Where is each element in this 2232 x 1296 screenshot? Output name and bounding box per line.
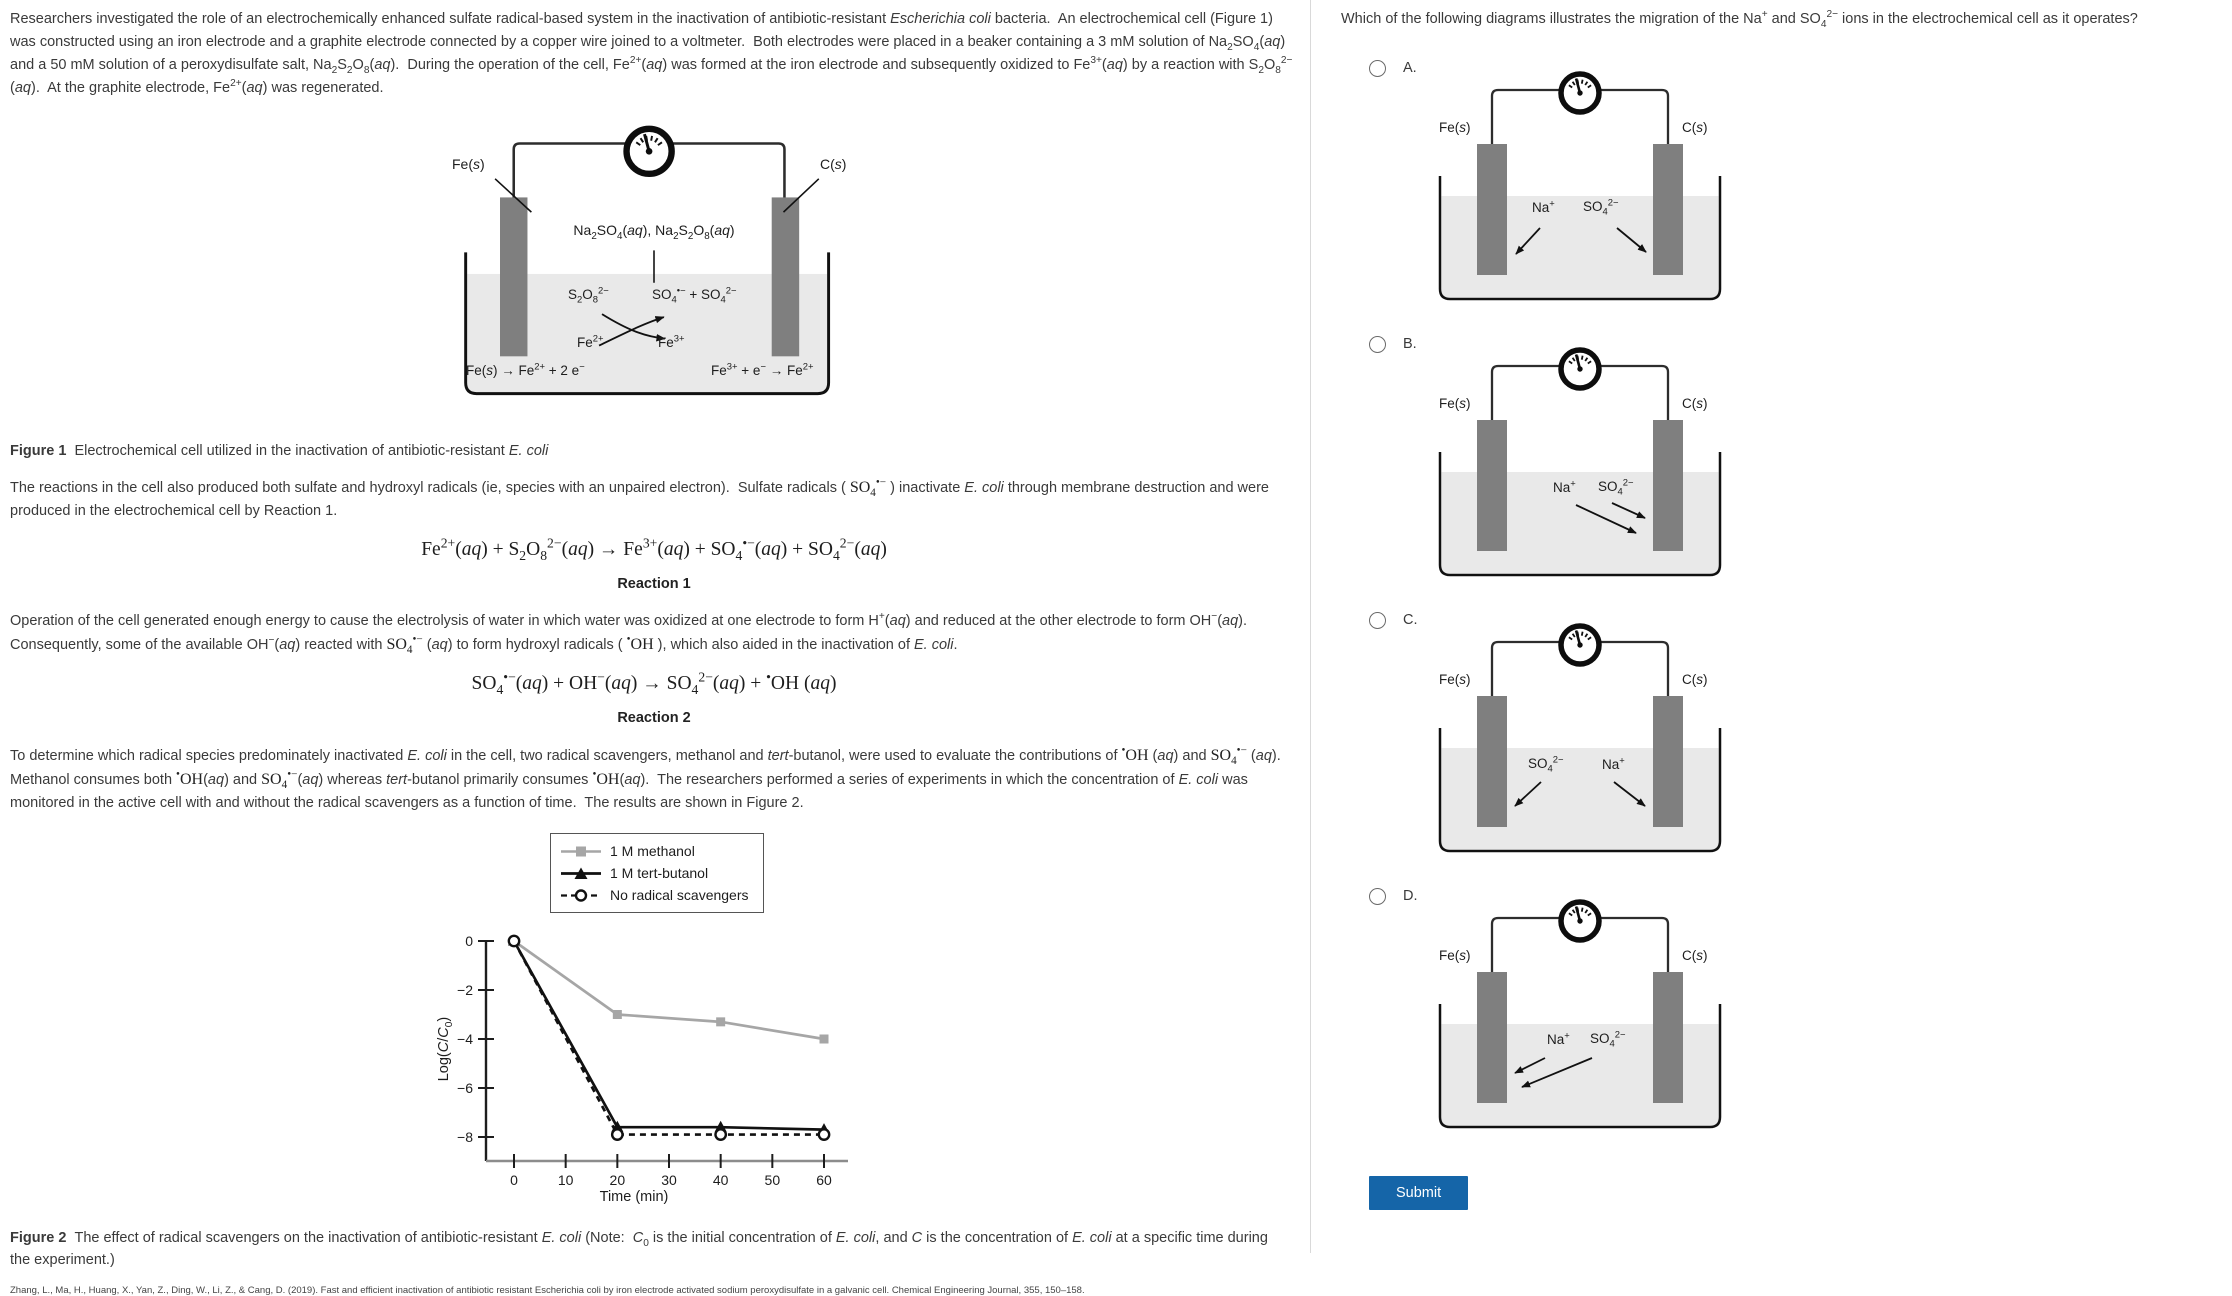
figure1-caption-text: Electrochemical cell utilized in the inactivation of antibiotic-resistant E. coli	[74, 443, 549, 459]
figure2-caption-text: The effect of radical scavengers on the inactivation of antibiotic-resistant E. coli (Note: $C_0$ is the initial concentration of E. coli, and C is the concentration of E. coli at a specific time during the experiment.)	[10, 1230, 1268, 1268]
legend-item-tert-butanol	[561, 862, 749, 884]
species-s2o8: $S_2O_8^{2-}$	[568, 285, 609, 306]
option-a-cell-svg	[1435, 58, 1725, 306]
figure2-chart	[424, 833, 884, 1215]
svg-text:40: 40	[712, 1172, 729, 1188]
passage-paragraph-2: The reactions in the cell also produced both sulfate and hydroxyl radicals (ie, species with an unpaired electron). Sulfate radicals ( $SO_4^{•-}$ ) inactivate E. coli through membrane destruction and were produced in the electrochemical cell by Reaction 1.	[10, 476, 1269, 519]
option-b-cell-svg	[1435, 334, 1725, 582]
answer-option-d	[1369, 886, 2222, 1134]
c-electrode-label: C(s)	[1682, 396, 1708, 411]
voltmeter-icon	[627, 129, 672, 174]
option-d-letter: D.	[1403, 888, 1418, 904]
anode-half-reaction: $Fe(s) \to Fe^{2+} + 2$ e−	[466, 361, 585, 378]
figure2-caption	[10, 1227, 1290, 1271]
svg-text:−2: −2	[457, 982, 473, 998]
graphite-electrode	[1653, 420, 1683, 551]
figure1-caption-label: Figure 1	[10, 443, 67, 459]
svg-text:−6: −6	[457, 1080, 473, 1096]
passage-paragraph-4: To determine which radical species predominately inactivated E. coli in the cell, two radical scavengers, methanol and tert-butanol, were used to evaluate the contributions of •OH (aq) and $SO_4^{•-}$ (aq). Methanol consumes both •OH(aq) and $SO_4^{•-}(aq)$ whereas tert-butanol primarily consumes •OH(aq). The researchers performed a series of experiments in which the concentration of E. coli was monitored in the active cell with and without the radical scavengers as a function of time. The results are shown in Figure 2.	[10, 744, 1285, 811]
fe-electrode-label: Fe(s)	[1439, 672, 1471, 687]
question-text: Which of the following diagrams illustrates the migration of the Na+ and $SO_4^{2-}$ ions in the electrochemical cell as it operates?	[1341, 9, 2138, 30]
option-a-diagram	[1435, 58, 1725, 306]
option-c-letter: C.	[1403, 612, 1418, 628]
option-c-diagram	[1435, 610, 1725, 858]
source-citation: Zhang, L., Ma, H., Huang, X., Yan, Z., Ding, W., Li, Z., & Cang, D. (2019). Fast and efficient inactivation of antibiotic resistant Escherichia coli by iron electrode activated sodium peroxydisulfate in a galvanic cell. Chemical Engineering Journal, 355, 150–158.	[10, 1285, 1085, 1296]
iron-electrode	[1477, 420, 1507, 551]
option-b-radio[interactable]	[1369, 336, 1386, 353]
species-so4-products: $SO_4^{•-} + SO_4^{2-}$	[652, 285, 737, 306]
svg-text:20: 20	[609, 1172, 626, 1188]
c-electrode-label: C(s)	[1682, 948, 1708, 963]
graphite-electrode	[1653, 696, 1683, 827]
question-column	[1311, 0, 2232, 1253]
graphite-electrode	[1653, 144, 1683, 275]
ion-label-left: Na+	[1532, 198, 1555, 215]
option-c-radio[interactable]	[1369, 612, 1386, 629]
reaction1-label: Reaction 1	[617, 576, 691, 592]
voltmeter-icon	[1561, 626, 1599, 664]
solution-label: $Na_2SO_4(aq)$, $Na_2S_2O_8(aq)$	[573, 222, 735, 242]
option-c-cell-svg	[1435, 610, 1725, 858]
legend-marker-triangle	[561, 867, 601, 880]
reaction2-equation: $SO_4^{•-}(aq) + OH^-(aq) \to SO_4^{2-}(aq) + ^•OH$ (aq)	[471, 669, 837, 697]
reaction2-label: Reaction 2	[617, 710, 691, 726]
y-axis-label: $Log(C/C_0)$	[436, 1016, 455, 1082]
c-electrode-label: C(s)	[1682, 120, 1708, 135]
ion-label-right: Na+	[1602, 755, 1625, 772]
voltmeter-icon	[1561, 350, 1599, 388]
ion-label-left: Na+	[1547, 1030, 1570, 1047]
legend-label: 1 M methanol	[610, 843, 695, 859]
passage-paragraph-3: Operation of the cell generated enough energy to cause the electrolysis of water in which water was oxidized at one electrode to form H+(aq) and reduced at the other electrode to form OH−(aq). Consequently, some of the available OH−(aq) reacted with $SO_4^{•-}$ (aq) to form hydroxyl radicals ( •OH ), which also aided in the inactivation of E. coli.	[10, 611, 1252, 657]
graphite-electrode	[1653, 972, 1683, 1103]
c-electrode-label: C(s)	[1682, 672, 1708, 687]
option-d-cell-svg	[1435, 886, 1725, 1134]
fe-electrode-label: Fe(s)	[1439, 948, 1471, 963]
legend-label: No radical scavengers	[610, 887, 749, 903]
passage-paragraph-1: Researchers investigated the role of an electrochemically enhanced sulfate radical-based system in the inactivation of antibiotic-resistant Escherichia coli bacteria. An electrochemical cell (Figure 1) was constructed using an iron electrode and a graphite electrode connected by a copper wire joined to a voltmeter. Both electrodes were placed in a beaker containing a 3 mM solution of $Na_2SO_4(aq)$ and a 50 mM solution of a peroxydisulfate salt, $Na_2S_2O_8(aq)$. During the operation of the cell, $Fe^{2+}(aq)$ was formed at the iron electrode and subsequently oxidized to $Fe^{3+}(aq)$ by a reaction with $S_2O_8^{2-}(aq)$. At the graphite electrode, $Fe^{2+}(aq)$ was regenerated.	[10, 11, 1293, 96]
x-axis-label: Time (min)	[599, 1189, 669, 1205]
figure1-caption	[10, 440, 1298, 462]
option-a-radio[interactable]	[1369, 60, 1386, 77]
svg-text:50: 50	[764, 1172, 781, 1188]
svg-text:30: 30	[661, 1172, 677, 1188]
option-b-diagram	[1435, 334, 1725, 582]
svg-text:0: 0	[510, 1172, 518, 1188]
legend-marker-circle	[561, 889, 601, 902]
c-electrode-label: C(s)	[820, 156, 847, 172]
ion-label-left: Na+	[1553, 478, 1576, 495]
option-b-letter: B.	[1403, 336, 1417, 352]
legend-item-methanol	[561, 840, 749, 862]
fe-electrode-label: Fe(s)	[452, 156, 485, 172]
answer-option-b	[1369, 334, 2222, 582]
species-fe3: $Fe^{3+}$	[658, 333, 685, 350]
ion-label-right: $SO_4^{2-}$	[1598, 477, 1634, 498]
svg-text:60: 60	[816, 1172, 832, 1188]
option-d-diagram	[1435, 886, 1725, 1134]
svg-text:−8: −8	[457, 1129, 473, 1145]
voltmeter-icon	[1561, 74, 1599, 112]
voltmeter-icon	[1561, 902, 1599, 940]
svg-text:10: 10	[557, 1172, 574, 1188]
answer-option-c	[1369, 610, 2222, 858]
iron-electrode	[1477, 696, 1507, 827]
ion-label-left: $SO_4^{2-}$	[1528, 754, 1564, 775]
fe-electrode-label: Fe(s)	[1439, 396, 1471, 411]
legend-label: 1 M tert-butanol	[610, 865, 709, 881]
cathode-half-reaction: $Fe^{3+} + e^- \to Fe^{2+}$	[711, 361, 814, 378]
reaction1-equation: $Fe^{2+}(aq) + S_2O_8^{2-}(aq) \to Fe^{3+}(aq) + SO_4^{•-}(aq) + SO_4^{2-}(aq)$	[421, 535, 887, 563]
answer-option-a	[1369, 58, 2222, 306]
svg-text:0: 0	[465, 933, 473, 949]
svg-text:−4: −4	[457, 1031, 473, 1047]
species-fe2: $Fe^{2+}$	[577, 333, 604, 350]
ion-label-right: $SO_4^{2-}$	[1583, 197, 1619, 218]
figure2-plot-svg	[444, 917, 864, 1207]
figure2-caption-label: Figure 2	[10, 1230, 67, 1246]
figure1-diagram	[434, 116, 874, 424]
figure2-plot-area	[424, 917, 884, 1215]
iron-electrode	[1477, 144, 1507, 275]
option-d-radio[interactable]	[1369, 888, 1386, 905]
legend-item-no-scavengers	[561, 884, 749, 906]
iron-electrode	[1477, 972, 1507, 1103]
chart-legend	[550, 833, 764, 913]
submit-button[interactable]: Submit	[1369, 1176, 1468, 1210]
option-a-letter: A.	[1403, 60, 1417, 76]
c-pointer-line	[783, 179, 818, 212]
legend-marker-square	[561, 845, 601, 858]
fe-electrode-label: Fe(s)	[1439, 120, 1471, 135]
ion-label-right: $SO_4^{2-}$	[1590, 1029, 1626, 1050]
